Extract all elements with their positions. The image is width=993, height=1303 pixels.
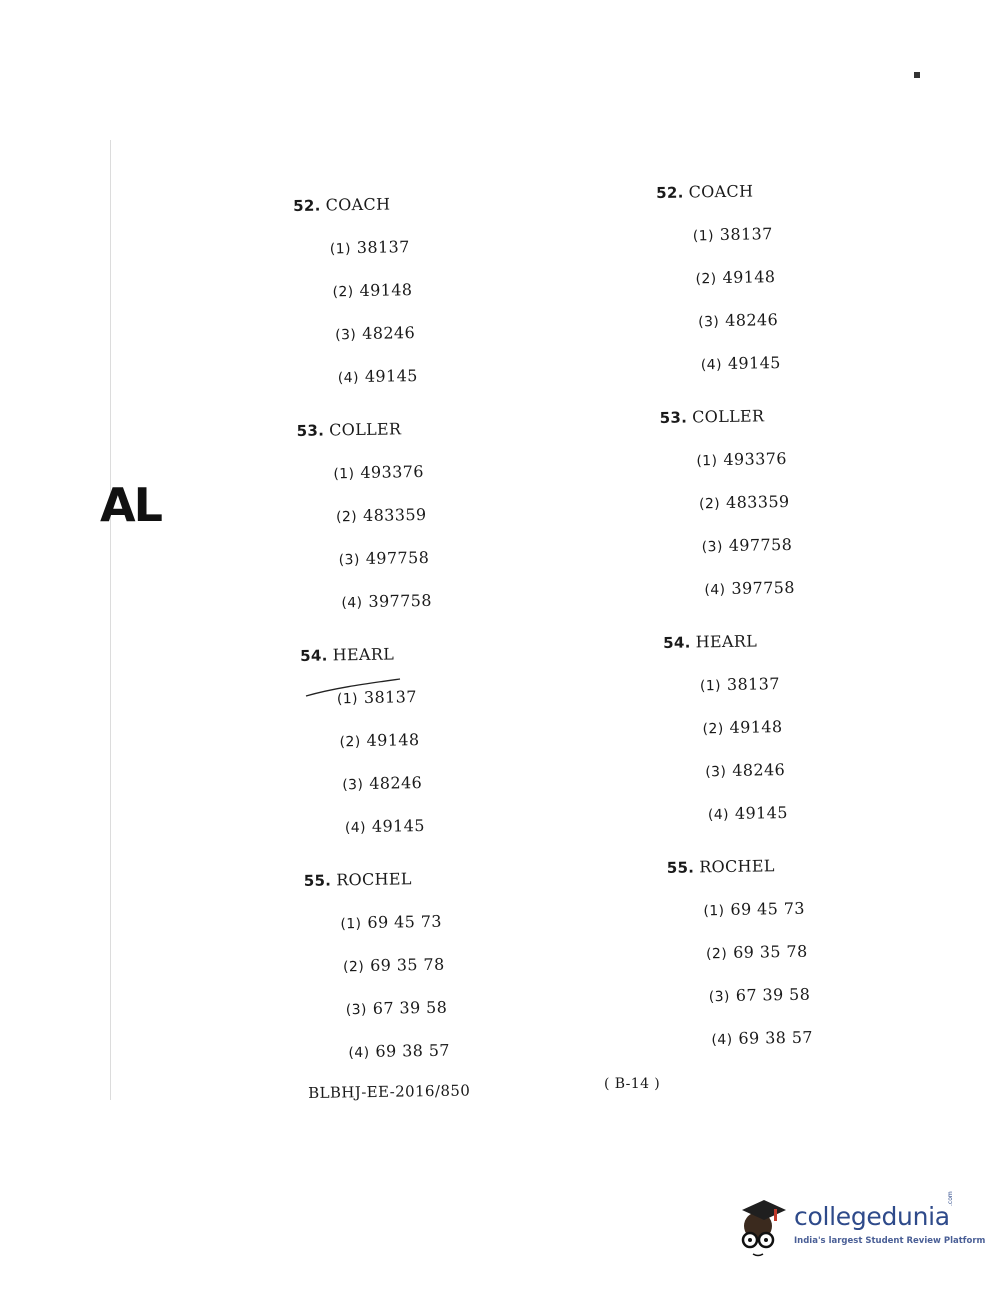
option-number: (4) [707,806,730,824]
question-word: COLLER [692,406,765,427]
option-number: (2) [342,958,365,976]
answer-option [306,996,567,1043]
question-heading [656,179,917,226]
option-number: (1) [333,466,355,483]
question-number: 53. [296,421,325,440]
option-number: (2) [695,271,717,288]
answer-option [662,576,923,623]
answer-option [305,953,566,1000]
question-number: 52. [293,196,321,215]
answer-option [659,351,920,398]
question-block [300,642,563,861]
option-value: 48246 [732,760,786,780]
option-value: 497758 [365,547,430,568]
question-number: 54. [663,633,691,652]
option-value: 49145 [727,353,781,373]
option-number: (3) [338,551,360,569]
question-block [667,854,930,1073]
option-number: (2) [335,509,358,526]
answer-option [303,814,564,861]
option-number: (4) [700,356,723,374]
option-number: (3) [701,538,723,556]
option-value: 49148 [366,730,420,750]
answer-option [658,308,919,355]
collegedunia-logo [734,1191,986,1260]
option-value: 69 38 57 [738,1027,814,1048]
answer-option [661,490,922,537]
option-number: (4) [337,369,360,387]
answer-option [295,321,556,368]
question-word: COLLER [329,419,402,440]
option-number: (4) [348,1044,370,1062]
question-word: COACH [688,181,754,202]
option-number: (1) [696,453,718,470]
option-number: (2) [332,284,354,301]
option-number: (3) [342,776,364,794]
question-word: ROCHEL [699,856,775,877]
answer-option [296,364,557,411]
option-value: 49148 [729,717,783,737]
option-value: 48246 [725,310,779,330]
question-heading [663,629,924,676]
option-number: (1) [336,691,359,708]
question-column-left [293,192,567,1096]
mascot-icon [734,1196,794,1260]
option-value: 49145 [734,803,788,823]
option-value: 69 38 57 [375,1040,451,1061]
answer-option [664,672,925,719]
question-heading [304,867,565,914]
option-value: 49148 [359,280,413,300]
margin-line [110,140,111,1100]
answer-option [664,715,925,762]
option-number: (1) [703,903,725,920]
answer-option [297,460,558,507]
option-value: 38137 [356,237,410,258]
question-word: COACH [325,194,391,215]
option-value: 67 39 58 [372,997,448,1018]
answer-option [669,1026,930,1073]
option-value: 38137 [726,674,780,694]
option-number: (2) [702,721,724,738]
answer-option [665,758,926,805]
pen-scribble-mark [304,676,404,704]
question-block [656,179,919,398]
option-number: (4) [341,594,363,612]
answer-option [666,801,927,848]
option-number: (2) [705,945,728,963]
page-number: ( B-14 ) [604,1076,661,1092]
option-value: 483359 [362,504,427,525]
answer-option [294,235,555,282]
brand-tagline: India's largest Student Review Platform [794,1236,986,1246]
answer-option [667,897,928,944]
option-value: 49145 [364,366,418,386]
question-number: 54. [300,646,328,665]
answer-option [299,589,560,636]
brand-name: collegedunia [794,1202,950,1231]
option-number: (1) [340,916,362,933]
option-number: (3) [345,1001,367,1019]
question-heading [660,404,921,451]
option-value: 38137 [719,224,773,245]
question-heading [293,192,554,239]
option-value: 69 35 78 [732,941,808,962]
option-number: (1) [329,241,351,258]
answer-option [657,265,918,312]
answer-option [657,222,918,269]
option-value: 397758 [731,577,796,598]
option-value: 69 45 73 [730,898,806,919]
option-value: 483359 [725,491,790,512]
answer-option [662,533,923,580]
question-block [663,629,926,848]
question-heading [297,417,558,464]
option-value: 493376 [360,461,425,482]
question-word: HEARL [695,631,758,652]
option-value: 397758 [368,590,433,611]
answer-option [669,983,930,1030]
answer-option [304,910,565,957]
question-block [293,192,556,411]
option-value: 69 45 73 [367,911,443,932]
question-heading [667,854,928,901]
answer-option [302,771,563,818]
question-number: 53. [659,408,688,427]
option-number: (3) [708,988,730,1006]
option-number: (2) [339,734,361,751]
option-number: (1) [692,228,714,245]
question-word: ROCHEL [336,869,412,890]
option-value: 69 35 78 [369,954,445,975]
option-value: 497758 [728,534,793,555]
answer-option [668,940,929,987]
answer-option [294,278,555,325]
paper-code: BLBHJ-EE-2016/850 [308,1081,471,1102]
option-value: 493376 [723,448,788,469]
option-number: (4) [344,819,367,837]
answer-option [301,728,562,775]
option-number: (3) [698,314,720,331]
option-value: 49148 [722,267,776,287]
question-column-right [656,179,930,1083]
question-number: 55. [666,858,695,877]
option-value: 48246 [369,773,423,793]
option-number: (4) [704,581,726,599]
option-number: (3) [705,763,727,781]
question-block [660,404,923,623]
option-value: 38137 [363,687,417,707]
option-number: (3) [335,327,357,344]
answer-option [660,447,921,494]
question-number: 55. [303,871,332,890]
answer-option [299,546,560,593]
brand-suffix: .com [947,1191,954,1206]
option-value: 49145 [371,816,425,836]
option-number: (2) [698,496,721,513]
option-value: 67 39 58 [735,984,811,1005]
question-number: 52. [656,183,684,202]
question-word: HEARL [332,644,395,665]
answer-option [306,1039,567,1086]
answer-option [298,503,559,550]
question-block [304,867,567,1086]
option-number: (4) [711,1031,733,1049]
margin-cut-text: AL [100,478,161,532]
question-block [297,417,560,636]
option-number: (1) [699,678,722,695]
option-value: 48246 [362,323,416,343]
corner-mark [914,72,920,78]
